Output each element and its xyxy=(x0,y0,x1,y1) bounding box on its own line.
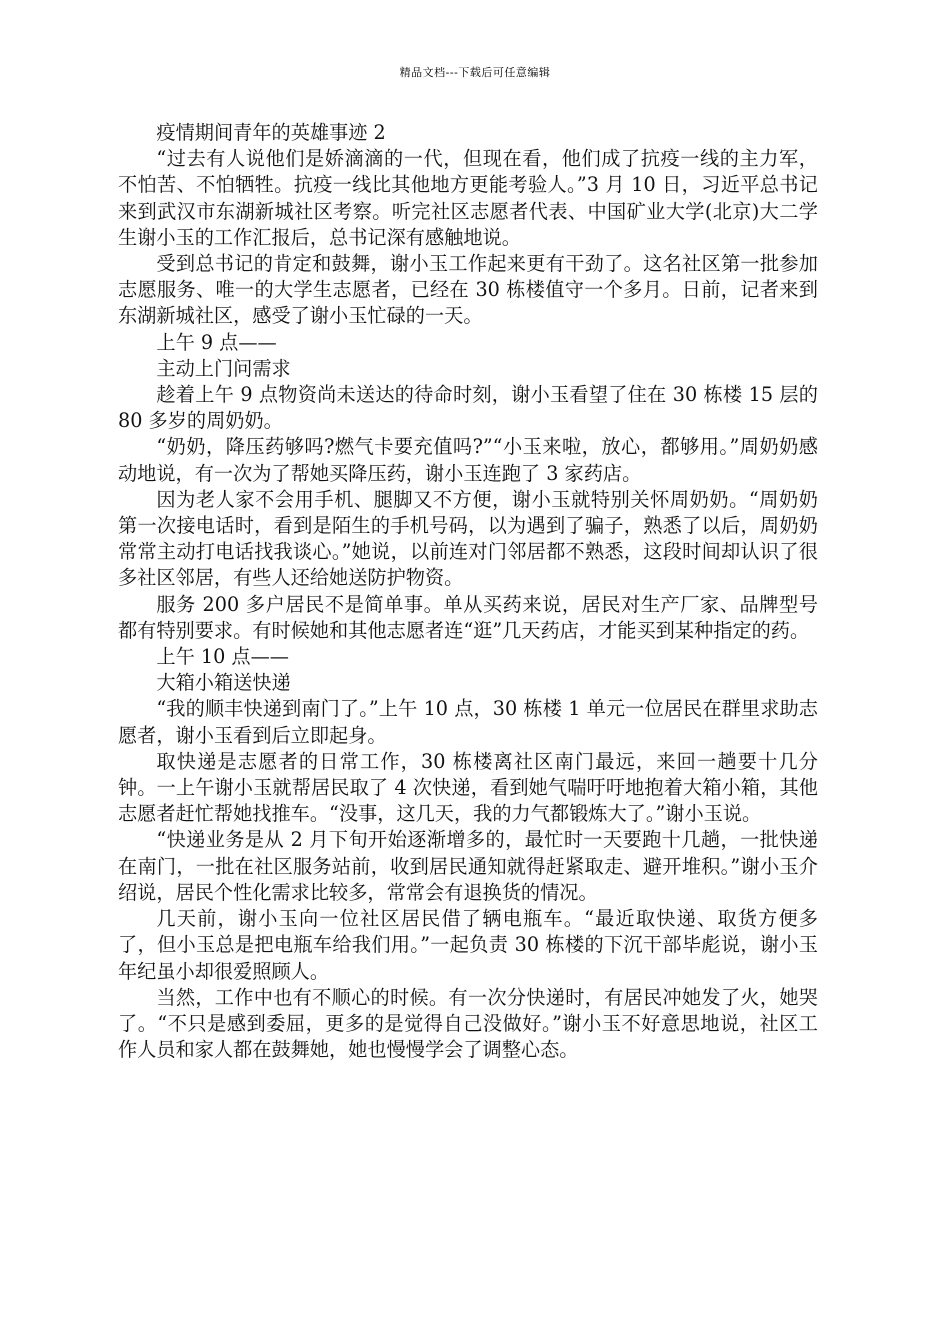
paragraph: 趁着上午 9 点物资尚未送达的待命时刻，谢小玉看望了住在 30 栋楼 15 层的 80 多岁的周奶奶。 xyxy=(118,383,818,433)
paragraph: “快递业务是从 2 月下旬开始逐渐增多的，最忙时一天要跑十几趟，一批快递在南门，一批在社区服务站前，收到居民通知就得赶紧取走、避开堆积。”谢小玉介绍说，居民个性化需求比较多，常常会有退换货的情况。 xyxy=(118,828,818,904)
section-time-heading: 上午 10 点—— xyxy=(156,645,289,669)
paragraph: “奶奶，降压药够吗?燃气卡要充值吗?”“小玉来啦，放心，都够用。”周奶奶感动地说，有一次为了帮她买降压药，谢小玉连跑了 3 家药店。 xyxy=(118,435,818,485)
section-subheading: 大箱小箱送快递 xyxy=(156,671,291,695)
paragraph: “我的顺丰快递到南门了。”上午 10 点，30 栋楼 1 单元一位居民在群里求助志愿者，谢小玉看到后立即起身。 xyxy=(118,697,818,747)
paragraph: 服务 200 多户居民不是简单事。单从买药来说，居民对生产厂家、品牌型号都有特别要求。有时候她和其他志愿者连“逛”几天药店，才能买到某种指定的药。 xyxy=(118,592,818,642)
paragraph: 几天前，谢小玉向一位社区居民借了辆电瓶车。“最近取快递、取货方便多了，但小玉总是把电瓶车给我们用。”一起负责 30 栋楼的下沉干部毕彪说，谢小玉年纪虽小却很爱照顾人。 xyxy=(118,907,818,983)
section-time-heading: 上午 9 点—— xyxy=(156,330,277,354)
paragraph: “过去有人说他们是娇滴滴的一代，但现在看，他们成了抗疫一线的主力军，不怕苦、不怕牺牲。抗疫一线比其他地方更能考验人。”3 月 10 日，习近平总书记来到武汉市东湖新城社区考察。听完社区志愿者代表、中国矿业大学(北京)大二学生谢小玉的工作汇报后，总书记深有感触地说。 xyxy=(118,147,818,249)
paragraph: 受到总书记的肯定和鼓舞，谢小玉工作起来更有干劲了。这名社区第一批参加志愿服务、唯一的大学生志愿者，已经在 30 栋楼值守一个多月。日前，记者来到东湖新城社区，感受了谢小玉忙碌的一天。 xyxy=(118,252,818,328)
section-subheading: 主动上门问需求 xyxy=(156,356,291,380)
page-header: 精品文档---下载后可任意编辑 xyxy=(399,66,551,79)
article-title: 疫情期间青年的英雄事迹 2 xyxy=(156,121,386,144)
paragraph: 当然，工作中也有不顺心的时候。有一次分快递时，有居民冲她发了火，她哭了。“不只是感到委屈，更多的是觉得自己没做好。”谢小玉不好意思地说，社区工作人员和家人都在鼓舞她，她也慢慢学会了调整心态。 xyxy=(118,985,818,1062)
article-body xyxy=(118,120,818,1063)
paragraph: 因为老人家不会用手机、腿脚又不方便，谢小玉就特别关怀周奶奶。“周奶奶第一次接电话时，看到是陌生的手机号码，以为遇到了骗子，熟悉了以后，周奶奶常常主动打电话找我谈心。”她说，以前连对门邻居都不熟悉，这段时间却认识了很多社区邻居，有些人还给她送防护物资。 xyxy=(118,487,818,590)
paragraph: 取快递是志愿者的日常工作，30 栋楼离社区南门最远，来回一趟要十几分钟。一上午谢小玉就帮居民取了 4 次快递，看到她气喘吁吁地抱着大箱小箱，其他志愿者赶忙帮她找推车。“没事，这几天，我的力气都锻炼大了。”谢小玉说。 xyxy=(118,749,818,826)
